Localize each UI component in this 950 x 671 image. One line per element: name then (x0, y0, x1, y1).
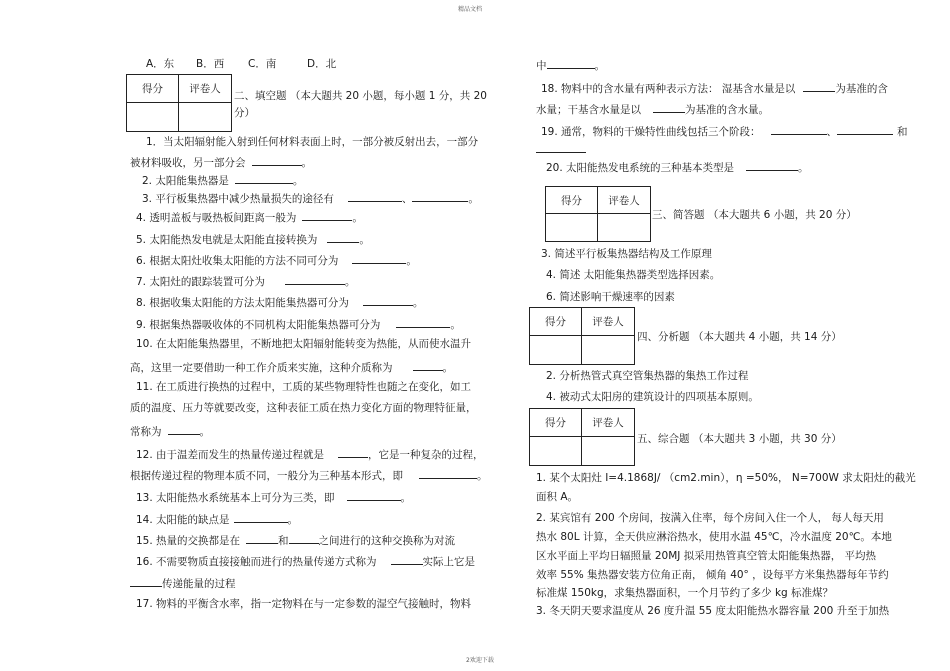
q19-blank-2[interactable] (837, 123, 893, 135)
score-label: 得分 (530, 409, 582, 437)
q11-blank[interactable] (168, 423, 200, 435)
q14-blank[interactable] (234, 511, 288, 523)
s5-q2-line5: 标准煤 150kg，求集热器面积，一个月节约了多少 kg 标准煤？ (536, 587, 834, 599)
q2-blank[interactable] (235, 172, 293, 184)
q1-text: 被材料吸收，另一部分会 (130, 157, 246, 169)
section2-title: 二、填空题 （本大题共 20 小题，每小题 1 分，共 20 (234, 90, 487, 102)
q18-line1: 18. 物料中的含水量有两种表示方法： 湿基含水量是以 为基准的含 (541, 80, 888, 96)
q12-line2: 根据传递过程的物理本质不同，一般分为三种基本形式，即 。 (130, 467, 488, 483)
q20-line: 20. 太阳能热发电系统的三种基本类型是 。 (546, 159, 809, 175)
s3-q4: 4. 简述 太阳能集热器类型选择因素。 (546, 269, 721, 281)
q9-line: 9. 根据集热器吸收体的不同机构太阳能集热器可分为 。 (136, 316, 461, 332)
q8-blank[interactable] (363, 294, 413, 306)
score-cell[interactable] (546, 214, 598, 241)
q17-blank[interactable] (547, 57, 595, 69)
q7-blank[interactable] (285, 273, 345, 285)
s4-q2: 2. 分析热管式真空管集热器的集热工作过程 (546, 370, 749, 382)
q19-blank-3[interactable] (536, 141, 586, 153)
s5-q3-line1: 3. 冬天阴天要求温度从 26 度升温 55 度太阳能热水器容量 200 升至于加热 (536, 605, 890, 617)
q1-line1: 1．当太阳辐射能入射到任何材料表面上时，一部分被反射出去，一部分 (146, 136, 479, 148)
q16-blank-2[interactable] (130, 575, 162, 587)
q10-line2: 高，这里一定要借助一种工作介质来实施，这种介质称为 。 (130, 359, 453, 375)
q10-blank[interactable] (413, 359, 443, 371)
option-a: A．东 (146, 58, 175, 70)
q16-line2: 传递能量的过程 (130, 575, 236, 591)
q13-blank[interactable] (347, 489, 401, 501)
score-cell[interactable] (530, 437, 582, 465)
q9-blank[interactable] (396, 316, 450, 328)
q15-blank-2[interactable] (289, 532, 319, 544)
score-cell[interactable] (530, 336, 582, 364)
q3-line: 3. 平行板集热器中减少热量损失的途径有 、 。 (142, 190, 479, 206)
score-label: 得分 (530, 308, 582, 336)
q12-blank-1[interactable] (338, 446, 368, 458)
q13-line: 13. 太阳能热水系统基本上可分为三类，即 。 (136, 489, 411, 505)
grader-cell[interactable] (582, 437, 634, 465)
q11-line1: 11. 在工质进行换热的过程中，工质的某些物理特性也随之在变化，如工 (136, 381, 472, 393)
q20-blank[interactable] (746, 159, 798, 171)
grader-cell[interactable] (179, 103, 231, 131)
q11-line2: 质的温度、压力等就要改变，这种表征工质在热力变化方面的物理特征量， (130, 402, 477, 414)
score-box-section5 (529, 408, 635, 466)
q11-line3: 常称为 。 (130, 423, 210, 439)
grader-label: 评卷人 (582, 409, 634, 437)
q19-blank-1[interactable] (771, 123, 827, 135)
q18-blank-1[interactable] (803, 80, 835, 92)
score-cell[interactable] (127, 103, 179, 131)
score-box-section3 (545, 186, 651, 242)
q12-line1: 12. 由于温差而发生的热量传递过程就是 ，它是一种复杂的过程， (136, 446, 484, 462)
section4-title: 四、分析题 （本大题共 4 小题，共 14 分） (637, 331, 842, 343)
grader-cell[interactable] (598, 214, 650, 241)
q15-blank-1[interactable] (246, 532, 278, 544)
section3-title: 三、简答题 （本大题共 6 小题，共 20 分） (652, 209, 857, 221)
q12-blank-2[interactable] (419, 467, 477, 479)
s5-q2-line3: 区水平面上平均日辐照量 20MJ 拟采用热管真空管太阳能集热器， 平均热 (536, 550, 877, 562)
grader-label: 评卷人 (179, 75, 231, 103)
header-mark: 精品文档 (458, 6, 483, 13)
q1-blank[interactable] (252, 154, 302, 166)
q16-blank-1[interactable] (391, 553, 423, 565)
q10-line1: 10. 在太阳能集热器里，不断地把太阳辐射能转变为热能，从而使水温升 (136, 338, 472, 350)
grader-label: 评卷人 (598, 187, 650, 214)
q1-line2: 被材料吸收，另一部分会 。 (130, 154, 312, 170)
option-c: C．南 (248, 58, 277, 70)
grader-label: 评卷人 (582, 308, 634, 336)
s3-q6: 6. 简述影响干燥速率的因素 (546, 291, 675, 303)
q18-line2: 水量；干基含水量是以 为基准的含水量。 (536, 101, 769, 117)
option-d: D．北 (307, 58, 337, 70)
s5-q1-line2: 面积 A。 (536, 491, 579, 503)
s5-q1-line1: 1. 某个太阳灶 I=4.1868J/ （cm2.min），η =50%， N=700W 求太阳灶的截光 (536, 472, 916, 484)
q15-line: 15. 热量的交换都是在 和 之间进行的这种交换称为对流 (136, 532, 455, 548)
s5-q2-line1: 2. 某宾馆有 200 个房间，按满入住率，每个房间入住一个人， 每人每天用 (536, 512, 884, 524)
page-footer: 2欢迎下载 (466, 657, 494, 664)
s4-q4: 4. 被动式太阳房的建筑设计的四项基本原则。 (546, 391, 759, 403)
q7-line: 7. 太阳灶的跟踪装置可分为 。 (136, 273, 355, 289)
q6-line: 6. 根据太阳灶收集太阳能的方法不同可分为 。 (136, 252, 417, 268)
q14-line: 14. 太阳能的缺点是 。 (136, 511, 298, 527)
q18-blank-2[interactable] (653, 101, 685, 113)
q19-line2 (536, 141, 586, 157)
score-box-section4 (529, 307, 635, 365)
s5-q2-line4: 效率 55% 集热器安装方位角正南， 倾角 40° ，设每平方米集热器每年节约 (536, 569, 889, 581)
score-label: 得分 (546, 187, 598, 214)
q4-line: 4. 透明盖板与吸热板间距离一般为 。 (136, 209, 363, 225)
q3-blank-2[interactable] (412, 190, 468, 202)
q17-line2: 中 。 (536, 57, 605, 73)
q4-blank[interactable] (302, 209, 352, 221)
option-b: B．西 (196, 58, 225, 70)
s5-q2-line2: 热水 80L 计算，全天供应淋浴热水，使用水温 45℃，冷水温度 20℃。本地 (536, 531, 892, 543)
q3-blank-1[interactable] (348, 190, 402, 202)
q5-blank[interactable] (327, 231, 359, 243)
q17-line1: 17. 物料的平衡含水率，指一定物料在与一定参数的湿空气接触时，物料 (136, 598, 472, 610)
q8-line: 8. 根据收集太阳能的方法太阳能集热器可分为 。 (136, 294, 423, 310)
score-box-section2 (126, 74, 232, 132)
section5-title: 五、综合题 （本大题共 3 小题，共 30 分） (637, 433, 842, 445)
q5-line: 5. 太阳能热发电就是太阳能直接转换为 。 (136, 231, 370, 247)
score-label: 得分 (127, 75, 179, 103)
q2-line: 2. 太阳能集热器是 。 (142, 172, 303, 188)
q6-blank[interactable] (352, 252, 406, 264)
section2-title-cont: 分） (234, 107, 255, 119)
q19-line1: 19. 通常，物料的干燥特性曲线包括三个阶段： 、 和 (541, 123, 908, 139)
s3-q3: 3. 简述平行板集热器结构及工作原理 (541, 248, 712, 260)
grader-cell[interactable] (582, 336, 634, 364)
q16-line1: 16. 不需要物质直接接触而进行的热量传递方式称为 实际上它是 (136, 553, 475, 569)
